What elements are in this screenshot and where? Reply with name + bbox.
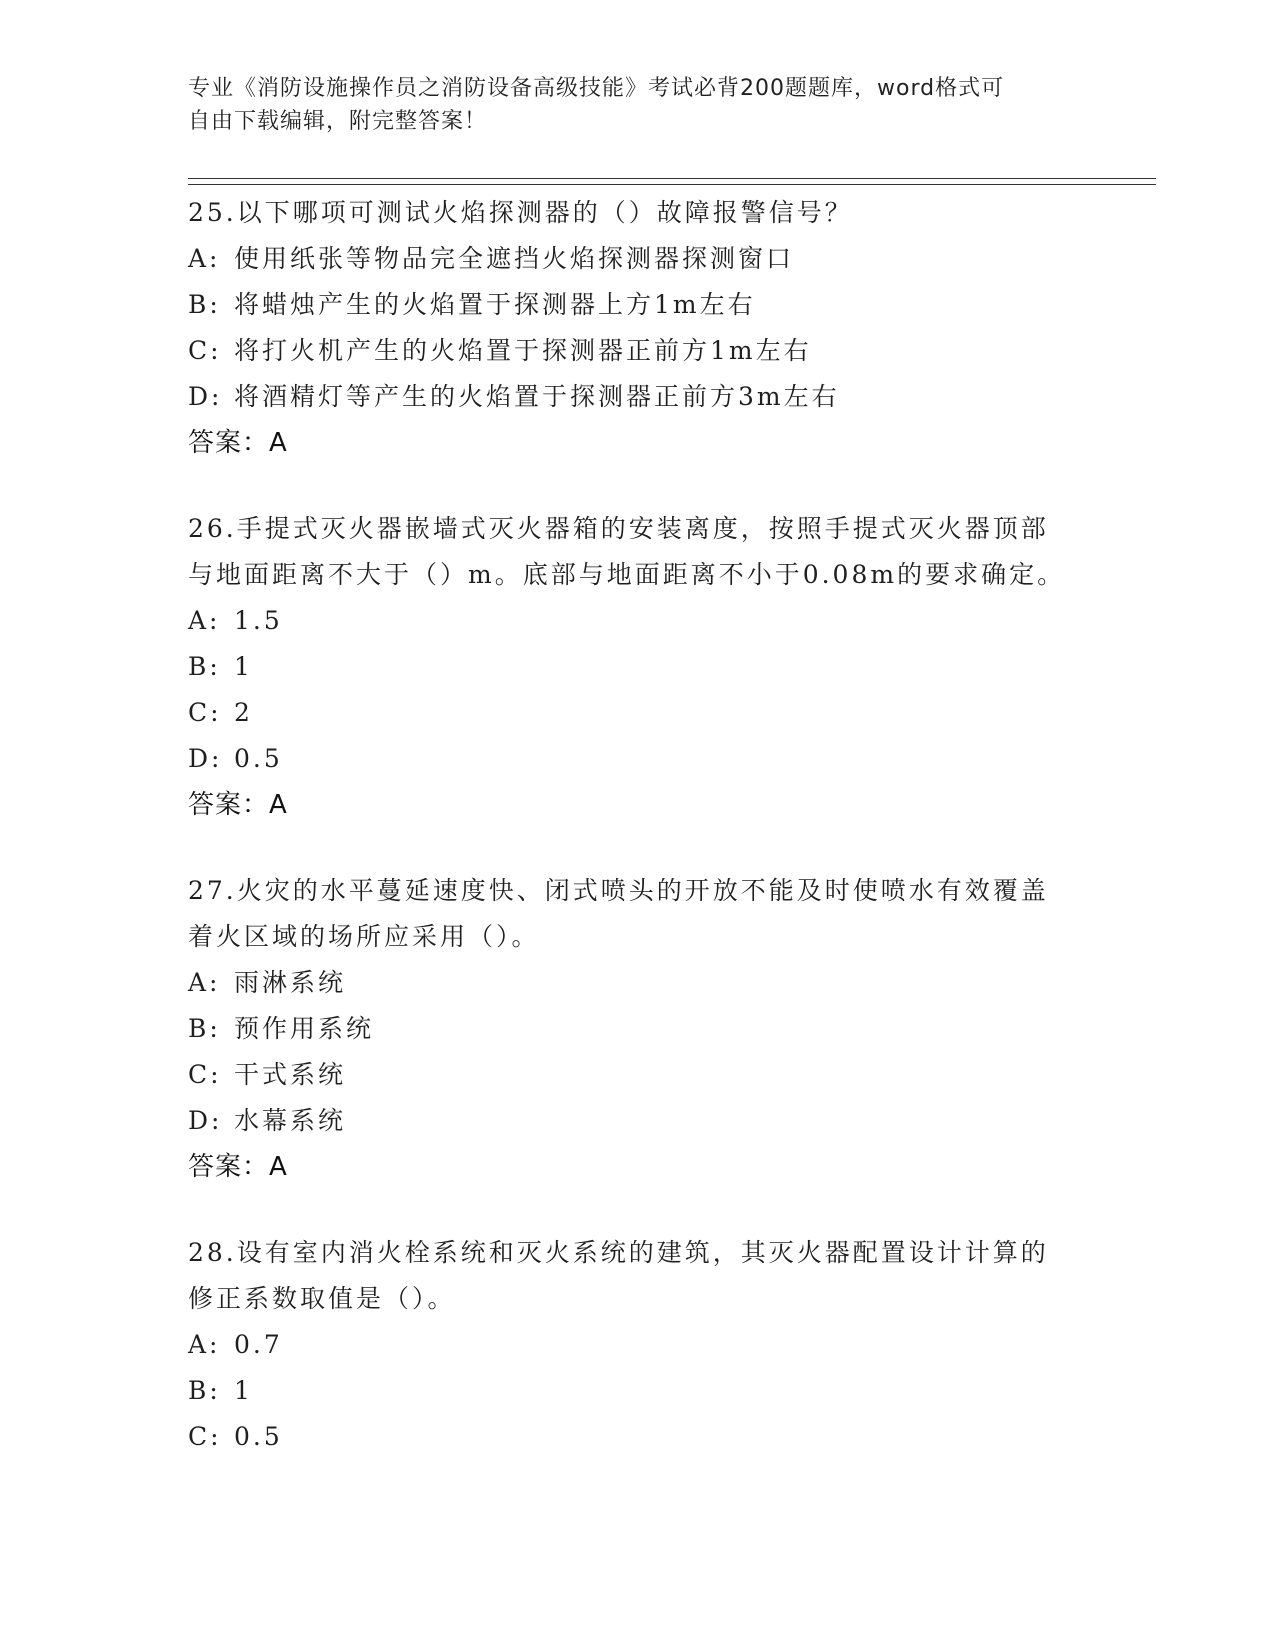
answer-text: 答案：A — [188, 428, 288, 458]
option-key: C: — [188, 1060, 222, 1089]
question-28 — [188, 1230, 1088, 1460]
option-b — [188, 1368, 1088, 1414]
option-key: D: — [188, 382, 223, 411]
option-d — [188, 374, 1088, 420]
option-text: 0.5 — [234, 744, 283, 773]
option-a — [188, 598, 1088, 644]
option-key: D: — [188, 1106, 223, 1135]
option-key: A: — [188, 1330, 221, 1359]
option-text: 1.5 — [234, 606, 283, 635]
option-text: 1 — [234, 1376, 253, 1405]
option-key: B: — [188, 652, 221, 681]
answer-text: 答案：A — [188, 790, 288, 820]
option-text: 0.5 — [234, 1422, 283, 1451]
question-25 — [188, 190, 1088, 466]
option-text: 预作用系统 — [234, 1014, 375, 1043]
option-a — [188, 236, 1088, 282]
option-text: 将蜡烛产生的火焰置于探测器上方1m左右 — [234, 290, 756, 319]
option-c — [188, 690, 1088, 736]
option-key: C: — [188, 1422, 222, 1451]
option-a — [188, 960, 1088, 1006]
option-text: 1 — [234, 652, 253, 681]
option-key: C: — [188, 698, 222, 727]
option-text: 干式系统 — [234, 1060, 347, 1089]
option-text: 0.7 — [234, 1330, 283, 1359]
option-key: A: — [188, 606, 221, 635]
option-key: B: — [188, 1376, 221, 1405]
question-text: 与地面距离不大于（）m。底部与地面距离不小于0.08m的要求确定。 — [188, 560, 1066, 589]
option-text: 使用纸张等物品完全遮挡火焰探测器探测窗口 — [234, 244, 795, 273]
option-b — [188, 1006, 1088, 1052]
option-text: 雨淋系统 — [234, 968, 347, 997]
option-key: D: — [188, 744, 223, 773]
header-divider-top — [188, 178, 1156, 179]
question-text: 26.手提式灭火器嵌墙式灭火器箱的安装离度，按照手提式灭火器顶部 — [188, 514, 1049, 543]
question-26 — [188, 506, 1088, 828]
option-text: 水幕系统 — [234, 1106, 347, 1135]
question-text: 修正系数取值是（）。 — [188, 1284, 456, 1313]
header-divider-bottom — [188, 184, 1156, 185]
option-key: B: — [188, 1014, 221, 1043]
option-key: A: — [188, 968, 221, 997]
document-header — [188, 72, 1068, 138]
question-27 — [188, 868, 1088, 1190]
option-d — [188, 1098, 1088, 1144]
option-text: 将酒精灯等产生的火焰置于探测器正前方3m左右 — [234, 382, 840, 411]
question-text: 28.设有室内消火栓系统和灭火系统的建筑，其灭火器配置设计计算的 — [188, 1238, 1049, 1267]
header-line-1: 专业《消防设施操作员之消防设备高级技能》考试必背200题题库，word格式可 — [188, 76, 1005, 101]
option-text: 2 — [234, 698, 253, 727]
option-b — [188, 282, 1088, 328]
option-c — [188, 1052, 1088, 1098]
option-c — [188, 1414, 1088, 1460]
header-line-2: 自由下载编辑，附完整答案！ — [188, 109, 488, 134]
option-d — [188, 736, 1088, 782]
question-text: 着火区域的场所应采用（）。 — [188, 922, 540, 951]
option-key: C: — [188, 336, 222, 365]
option-text: 将打火机产生的火焰置于探测器正前方1m左右 — [234, 336, 812, 365]
option-key: B: — [188, 290, 221, 319]
answer-text: 答案：A — [188, 1152, 288, 1182]
option-b — [188, 644, 1088, 690]
question-list — [188, 190, 1088, 1500]
question-text: 25.以下哪项可测试火焰探测器的（）故障报警信号？ — [188, 198, 853, 227]
option-a — [188, 1322, 1088, 1368]
option-c — [188, 328, 1088, 374]
question-text: 27.火灾的水平蔓延速度快、闭式喷头的开放不能及时使喷水有效覆盖 — [188, 876, 1049, 905]
option-key: A: — [188, 244, 221, 273]
